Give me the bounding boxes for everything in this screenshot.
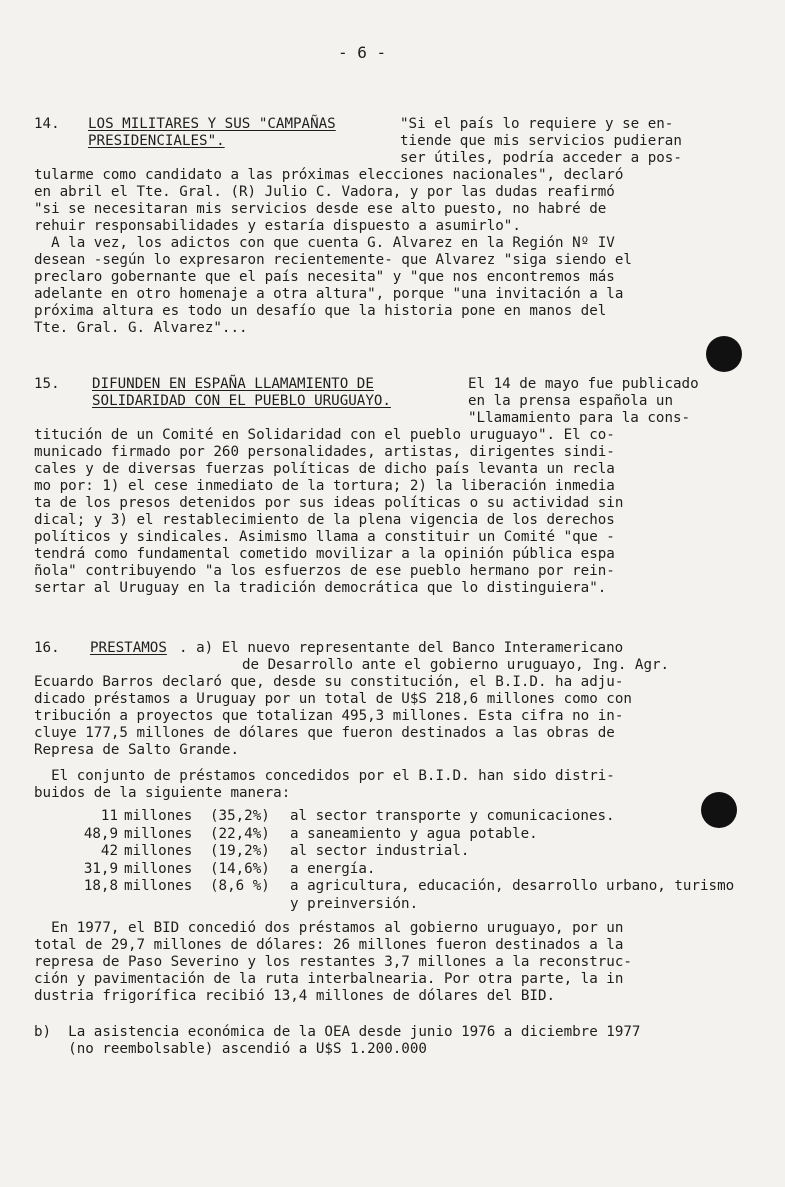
paragraph-line: . a) El nuevo representante del Banco Interamericano — [179, 640, 624, 656]
section-number: 15. — [34, 376, 60, 392]
paragraph-line: titución de un Comité en Solidaridad con el pueblo uruguayo". El co- — [34, 427, 615, 443]
paragraph-line: "si se necesitaran mis servicios desde ese alto puesto, no habré de — [34, 201, 607, 217]
table-row — [64, 826, 750, 844]
destination-cell: al sector industrial. — [290, 843, 470, 859]
paragraph-line: rehuir responsabilidades y estaría dispuesto a asumirlo". — [34, 218, 521, 234]
paragraph-line: ta de los presos detenidos por sus ideas políticas o su actividad sin — [34, 495, 624, 511]
unit-cell: millones — [124, 808, 193, 824]
paragraph-line: tiende que mis servicios pudieran — [400, 133, 682, 149]
page-number: - 6 - — [338, 43, 387, 62]
percent-cell: (35,2%) — [210, 808, 270, 824]
paragraph-line: "Llamamiento para la cons- — [468, 410, 691, 426]
amount-cell: 18,8 — [83, 878, 118, 894]
paragraph-line: tularme como candidato a las próximas elecciones nacionales", declaró — [34, 167, 624, 183]
paragraph-line: dustria frigorífica recibió 13,4 millones de dólares del BID. — [34, 988, 556, 1004]
paragraph-line: dical; y 3) el restablecimiento de la plena vigencia de los derechos — [34, 512, 615, 528]
paragraph-line: mo por: 1) el cese inmediato de la tortura; 2) la liberación inmedia — [34, 478, 615, 494]
section-title: PRESIDENCIALES". — [88, 133, 225, 149]
paragraph-line: ción y pavimentación de la ruta interbalnearia. Por otra parte, la in — [34, 971, 624, 987]
paragraph-line: ñola" contribuyendo "a los esfuerzos de ese pueblo hermano por rein- — [34, 563, 615, 579]
table-row — [64, 861, 750, 879]
paragraph-line: A la vez, los adictos con que cuenta G. Alvarez en la Región Nº IV — [34, 235, 615, 251]
section-title: SOLIDARIDAD CON EL PUEBLO URUGUAYO. — [92, 393, 391, 409]
amount-cell: 48,9 — [83, 825, 118, 842]
paragraph-line: políticos y sindicales. Asimismo llama a constituir un Comité "que - — [34, 529, 615, 545]
destination-cell: a agricultura, educación, desarrollo urbano, turismo y preinversión. — [290, 878, 735, 912]
section-title: LOS MILITARES Y SUS "CAMPAÑAS — [88, 116, 336, 132]
paragraph-line: cales y de diversas fuerzas políticas de dicho país levanta un recla — [34, 461, 615, 477]
paragraph-line: sertar al Uruguay en la tradición democrática que lo distinguiera". — [34, 580, 607, 596]
paragraph-line: próxima altura es todo un desafío que la historia pone en manos del — [34, 303, 607, 319]
percent-cell: (22,4%) — [210, 825, 270, 842]
paragraph-line: ser útiles, podría acceder a pos- — [400, 150, 682, 166]
section-number: 16. — [34, 640, 60, 656]
section-number: 14. — [34, 116, 60, 132]
percent-cell: (8,6 %) — [210, 878, 270, 894]
paragraph-line: (no reembolsable) ascendió a U$S 1.200.000 — [34, 1041, 427, 1057]
paragraph-line: total de 29,7 millones de dólares: 26 millones fueron destinados a la — [34, 937, 624, 953]
paragraph-line: El 14 de mayo fue publicado — [468, 376, 699, 392]
paragraph-line: Represa de Salto Grande. — [34, 742, 239, 758]
paragraph-line: En 1977, el BID concedió dos préstamos al gobierno uruguayo, por un — [34, 920, 624, 936]
unit-cell: millones — [124, 860, 193, 877]
paragraph-line: de Desarrollo ante el gobierno uruguayo, Ing. Agr. — [242, 657, 670, 673]
paragraph-line: buidos de la siguiente manera: — [34, 785, 291, 801]
amount-cell: 31,9 — [83, 860, 118, 877]
paragraph-line: Tte. Gral. G. Alvarez"... — [34, 320, 248, 336]
destination-cell: al sector transporte y comunicaciones. — [290, 808, 615, 824]
amount-cell: 11 — [100, 808, 118, 824]
paragraph-line: dicado préstamos a Uruguay por un total de U$S 218,6 millones como con — [34, 691, 632, 707]
paragraph-line: b) La asistencia económica de la OEA desde junio 1976 a diciembre 1977 — [34, 1024, 641, 1040]
paragraph-line: preclaro gobernante que el país necesita" y "que nos encontremos más — [34, 269, 615, 285]
percent-cell: (14,6%) — [210, 860, 270, 877]
loan-distribution-table — [64, 808, 750, 913]
paragraph-line: en abril el Tte. Gral. (R) Julio C. Vadora, y por las dudas reafirmó — [34, 184, 615, 200]
table-row — [64, 878, 750, 913]
unit-cell: millones — [124, 825, 193, 842]
paragraph-line: El conjunto de préstamos concedidos por el B.I.D. han sido distri- — [34, 768, 615, 784]
paragraph-line: en la prensa española un — [468, 393, 673, 409]
table-row — [64, 843, 750, 861]
percent-cell: (19,2%) — [210, 843, 270, 859]
unit-cell: millones — [124, 843, 193, 859]
paragraph-line: tendrá como fundamental cometido movilizar a la opinión pública espa — [34, 546, 615, 562]
paragraph-line: municado firmado por 260 personalidades, artistas, dirigentes sindi- — [34, 444, 615, 460]
table-row — [64, 808, 750, 826]
unit-cell: millones — [124, 878, 193, 894]
paragraph-line: Ecuardo Barros declaró que, desde su constitución, el B.I.D. ha adju- — [34, 674, 624, 690]
paragraph-line: cluye 177,5 millones de dólares que fueron destinados a las obras de — [34, 725, 615, 741]
section-title: DIFUNDEN EN ESPAÑA LLAMAMIENTO DE — [92, 376, 374, 392]
paragraph-line: adelante en otro homenaje a otra altura", porque "una invitación a la — [34, 286, 624, 302]
section-title: PRESTAMOS — [90, 640, 167, 656]
amount-cell: 42 — [100, 843, 118, 859]
destination-cell: a energía. — [290, 860, 376, 877]
destination-cell: a saneamiento y agua potable. — [290, 825, 538, 842]
punch-hole-mark — [706, 336, 742, 372]
paragraph-line: tribución a proyectos que totalizan 495,3 millones. Esta cifra no in- — [34, 708, 624, 724]
paragraph-line: desean -según lo expresaron recientemente- que Alvarez "siga siendo el — [34, 252, 632, 268]
paragraph-line: "Si el país lo requiere y se en- — [400, 116, 674, 132]
paragraph-line: represa de Paso Severino y los restantes 3,7 millones a la reconstruc- — [34, 954, 632, 970]
